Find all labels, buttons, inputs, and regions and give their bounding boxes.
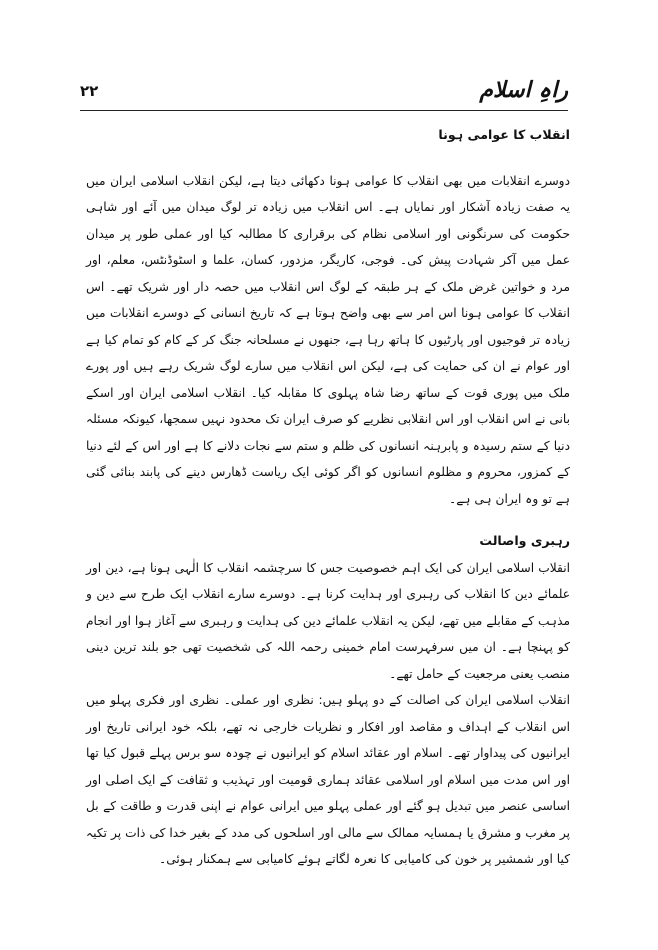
paragraph-leadership: انقلاب اسلامی ایران کی ایک اہم خصوصیت جس کا سرچشمہ انقلاب کا الٰہی ہونا ہے، دین اور علمائے دین کا انقلاب کی رہبری اور ہدایت کرنا ہے۔ دوسرے سارے انقلاب ایک طرح سے دین و مذہب کے مقابلے میں تھے، لیکن یہ انقلاب علمائے دین کی ہدایت و رہبری سے آغاز ہوا اور انجام کو پہنچا ہے۔ ان میں سرفہرست امام خمینی رحمہ اللہ کی شخصیت تھی جو بلند ترین دینی منصب یعنی مرجعیت کے حامل تھے۔	[86, 560, 570, 681]
book-title: راہِ اسلام	[479, 78, 568, 103]
section-heading-leadership: رہبری واصالت	[479, 533, 570, 548]
spacer	[86, 149, 570, 168]
header-rule	[80, 110, 568, 111]
paragraph-authenticity: انقلاب اسلامی ایران کی اصالت کے دو پہلو ہیں: نظری اور عملی۔ نظری اور فکری پہلو میں اس انقلاب کے اہداف و مقاصد اور افکار و نظریات خارجی نہ تھے، بلکہ خود ایرانی تاریخ اور ایرانیوں کی پیداوار تھے۔ اسلام اور عقائد اسلام کو ایرانیوں نے چودہ سو برس پہلے قبول کیا تھا اور اس مدت میں اسلام اور اسلامی عقائد ہماری قومیت اور تہذیب و ثقافت کے ایک اصلی اور اساسی عنصر میں تبدیل ہو گئے اور عملی پہلو میں ایرانی عوام نے اپنی قدرت و طاقت کے بل پر مغرب و مشرق یا ہمسایہ ممالک سے مالی اور اسلحوں کی مدد کے بغیر خدا کی ذات پر تکیہ کیا اور شمشیر پر خون کی کامیابی کا نعرہ لگاتے ہوئے کامیابی سے ہمکنار ہوئی۔	[86, 693, 570, 866]
section-heading-public-nature: انقلاب کا عوامی ہونا	[438, 127, 570, 142]
page-header	[80, 78, 568, 110]
page-number: ۲۲	[80, 82, 99, 100]
spacer	[86, 512, 570, 528]
page-body	[86, 122, 570, 873]
paragraph-public-nature: دوسرے انقلابات میں بھی انقلاب کا عوامی ہونا دکھائی دیتا ہے، لیکن انقلاب اسلامی ایران میں یہ صفت زیادہ آشکار اور نمایاں ہے۔ اس انقلاب میں زیادہ تر لوگ میدان میں آئے اور شاہی حکومت کی سرنگونی اور اسلامی نظام کی برقراری کا مطالبہ کیا اور عملی طور پر میدان عمل میں آکر شہادت پیش کی۔ فوجی، کاریگر، مزدور، کسان، علما و اسٹوڈنٹس، معلم، اور مرد و خواتین غرض ملک کے ہر طبقہ کے لوگ اس انقلاب میں حصہ دار اور شریک تھے۔ اس انقلاب کا عوامی ہونا اس امر سے بھی واضح ہوتا ہے کہ تاریخ انسانی کے دوسرے انقلابات میں زیادہ تر فوجیوں اور پارٹیوں کا ہاتھ رہا ہے، جنھوں نے مسلحانہ جنگ کر کے کام کو تمام کیا ہے اور عوام نے ان کی حمایت کی ہے، لیکن اس انقلاب میں سارے لوگ شریک رہے ہیں اور پورے ملک میں پوری قوت کے ساتھ رضا شاہ پہلوی کا مقابلہ کیا۔ انقلاب اسلامی ایران اور اسکے بانی نے اس انقلاب اور اس انقلابی نظریے کو صرف ایران تک محدود نہیں سمجھا، کیونکہ مسئلہ دنیا کے ستم رسیدہ و پابرہنہ انسانوں کی ظلم و ستم سے نجات دلانے کا ہے اور اس کے لئے دنیا کے کمزور، محروم و مظلوم انسانوں کو اگر کوئی ایک ریاست ڈھارس دینے کی پابند بنائی گئی ہے تو وہ ایران ہی ہے۔	[86, 173, 570, 506]
